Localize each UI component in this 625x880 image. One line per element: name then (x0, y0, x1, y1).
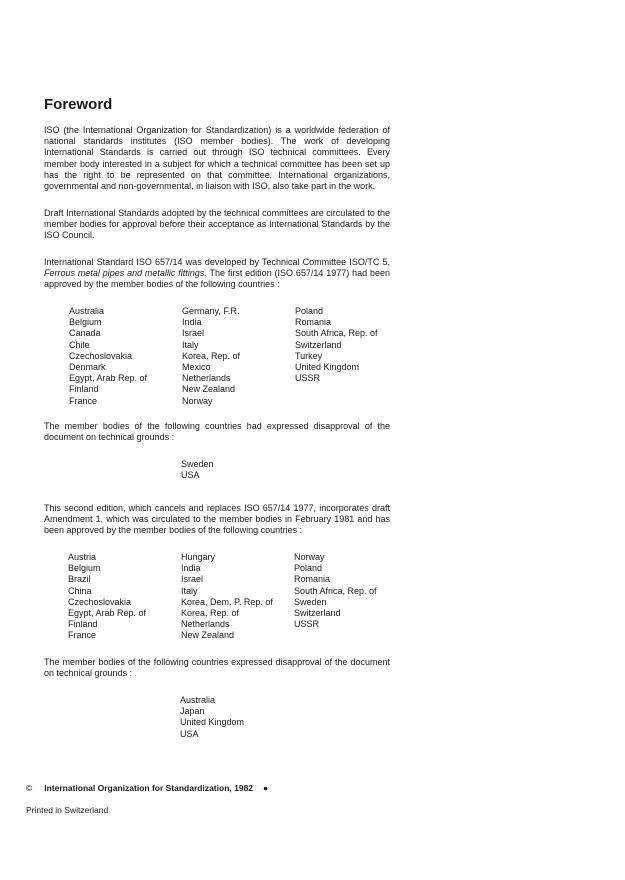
country-item: South Africa, Rep. of (294, 585, 377, 596)
country-item: France (68, 630, 97, 641)
country-item: Finland (68, 619, 98, 630)
country-item: Egypt, Arab Rep. of (68, 608, 147, 619)
country-item: USSR (295, 373, 321, 384)
country-item: New Zealand (182, 384, 236, 395)
country-item: Netherlands (182, 373, 231, 384)
first-disapproval-list (181, 459, 214, 481)
country-item: Mexico (182, 362, 211, 373)
page-title: Foreword (44, 96, 113, 113)
second-approval-col-2 (181, 552, 273, 642)
country-item: China (68, 585, 92, 596)
country-item: Denmark (69, 362, 106, 373)
printed-in: Printed in Switzerland (26, 805, 109, 815)
country-item: United Kingdom (295, 362, 360, 373)
country-item: Australia (69, 306, 105, 316)
country-item: United Kingdom (180, 717, 245, 728)
copyright-text: International Organization for Standardization, 1982 (44, 783, 254, 793)
second-disapproval-list (180, 695, 244, 740)
country-item: Netherlands (181, 619, 230, 630)
country-item: Israel (181, 574, 204, 585)
development-text-a: International Standard ISO 657/14 was developed by Technical Committee ISO/TC 5, (44, 257, 390, 267)
country-item: Norway (182, 395, 213, 406)
country-item: Canada (69, 328, 101, 339)
country-item: Switzerland (295, 339, 342, 350)
country-item: Romania (294, 574, 331, 585)
country-item: Australia (180, 695, 216, 705)
country-item: Italy (182, 339, 199, 350)
second-approval-col-3 (294, 552, 377, 630)
copyright-symbol: © (26, 783, 33, 793)
country-item: Germany, F.R. (182, 306, 240, 316)
country-item: Japan (180, 706, 205, 717)
country-item: Korea, Rep. of (181, 608, 240, 619)
country-item: Belgium (68, 563, 101, 574)
country-item: India (181, 563, 201, 574)
country-item: Italy (181, 585, 198, 596)
first-approval-col-3 (295, 306, 378, 384)
country-item: Israel (182, 328, 205, 339)
country-item: Hungary (181, 552, 216, 562)
draft-paragraph: Draft International Standards adopted by the technical committees are circulated to the member bodies for approval before their acceptance as International Standards by the ISO Council. (44, 208, 390, 241)
country-item: Czechoslovakia (68, 596, 132, 607)
first-approval-col-1 (69, 306, 147, 407)
development-text-b: The first edition (ISO 657/14 1977) had been approved by the member bodies of the following countries : (44, 268, 390, 290)
country-item: Korea, Rep. of (182, 350, 241, 361)
copyright-line (26, 783, 268, 793)
first-disapproval-paragraph: The member bodies of the following countries had expressed disapproval of the document on technical grounds : (44, 421, 390, 443)
country-item: Poland (294, 563, 323, 574)
country-item: Sweden (181, 459, 214, 469)
country-item: Romania (295, 317, 332, 328)
bullet-icon: ● (263, 783, 269, 793)
country-item: USA (181, 470, 200, 481)
intro-paragraph: ISO (the International Organization for Standardization) is a worldwide federation of national standards institutes (ISO member bodies). The work of developing International Standards is carried out through ISO technical committees. Every member body interested in a subject for which a technical committee has been set up has the right to be represented on that committee. International organizations, governmental and non-governmental, in liaison with ISO, also take part in the work. (44, 125, 390, 192)
country-item: Korea, Dem. P. Rep. of (181, 596, 273, 607)
country-item: Sweden (294, 596, 327, 607)
country-item: Finland (69, 384, 99, 395)
country-item: Turkey (295, 350, 323, 361)
country-item: South Africa, Rep. of (295, 328, 378, 339)
development-paragraph (44, 257, 390, 291)
country-item: USSR (294, 619, 320, 630)
committee-title: Ferrous metal pipes and metallic fittings. (44, 268, 207, 279)
country-item: Poland (295, 306, 324, 316)
country-item: Belgium (69, 317, 102, 328)
country-item: Egypt, Arab Rep. of (69, 373, 148, 384)
second-approval-col-1 (68, 552, 146, 642)
second-edition-paragraph: This second edition, which cancels and replaces ISO 657/14 1977, incorporates draft Amendment 1, which was circulated to the member bodies in February 1981 and has been approved by the member bodies of the following countries : (44, 503, 390, 536)
first-approval-col-2 (182, 306, 240, 407)
second-disapproval-paragraph: The member bodies of the following countries expressed disapproval of the document on technical grounds : (44, 657, 390, 679)
country-item: France (69, 395, 98, 406)
country-item: Chile (69, 339, 90, 350)
country-item: Brazil (68, 574, 91, 585)
country-item: Czechoslovakia (69, 350, 133, 361)
country-item: Switzerland (294, 608, 341, 619)
country-item: Norway (294, 552, 325, 562)
country-item: New Zealand (181, 630, 235, 641)
country-item: Austria (68, 552, 97, 562)
country-item: USA (180, 728, 199, 739)
country-item: India (182, 317, 202, 328)
